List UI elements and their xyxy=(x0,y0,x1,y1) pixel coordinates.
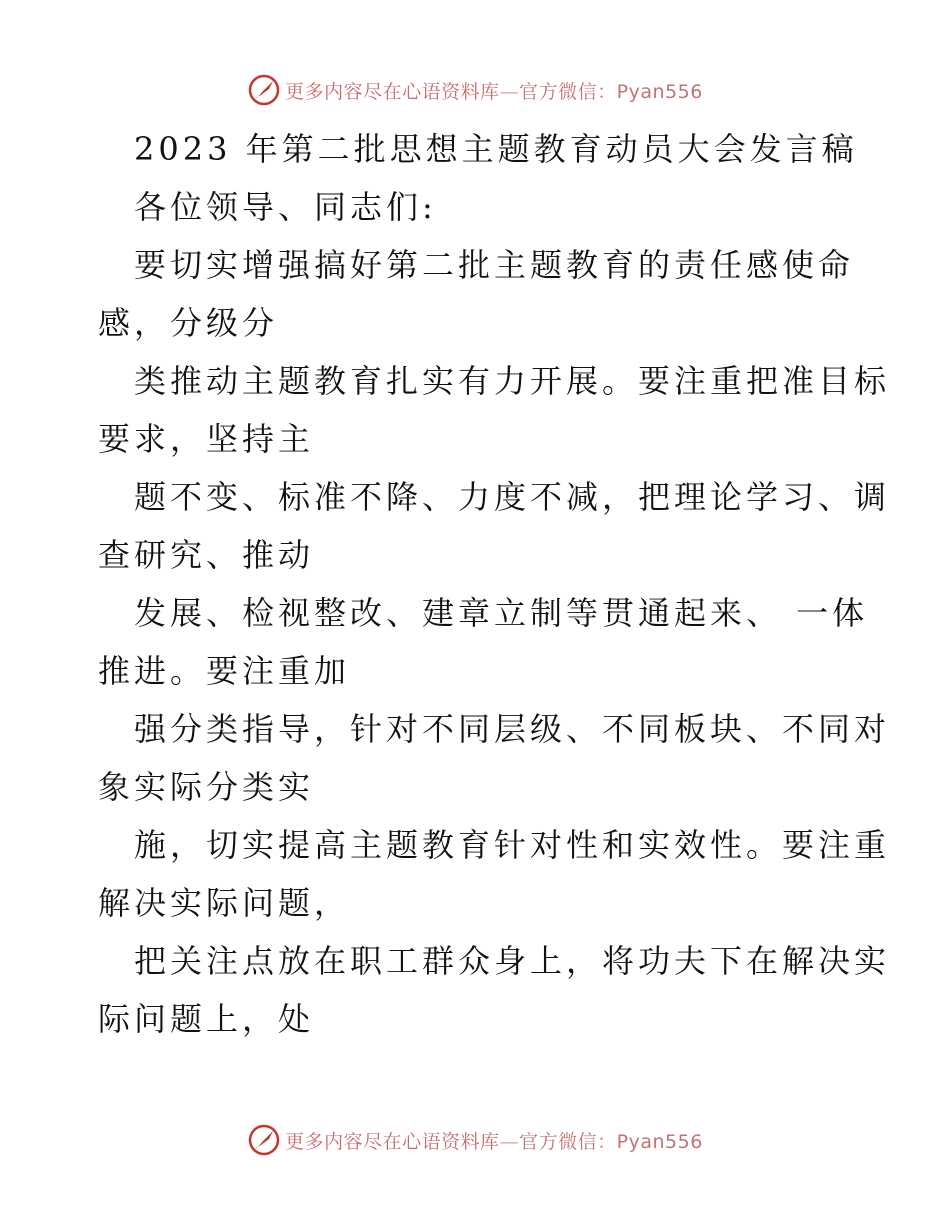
document-title: 2023 年第二批思想主题教育动员大会发言稿 xyxy=(134,130,858,168)
paragraph-line: 题不变、标准不降、力度不减，把理论学习、调 xyxy=(134,478,891,516)
paragraph-line: 施，切实提高主题教育针对性和实效性。要注重 xyxy=(134,826,891,864)
paragraph-line: 感，分级分 xyxy=(98,304,279,342)
paragraph-line: 类推动主题教育扎实有力开展。要注重把准目标 xyxy=(134,362,891,400)
paragraph-line: 查研究、推动 xyxy=(98,536,315,574)
paragraph-line: 强分类指导，针对不同层级、不同板块、不同对 xyxy=(134,710,891,748)
paragraph-line: 推进。要注重加 xyxy=(98,652,351,690)
quill-logo-icon xyxy=(247,73,281,107)
paragraph-line: 解决实际问题， xyxy=(98,884,351,922)
watermark-text: 更多内容尽在心语资料库—官方微信：Pyan556 xyxy=(285,80,703,103)
header-watermark-banner xyxy=(0,70,950,110)
paragraph-line: 要切实增强搞好第二批主题教育的责任感使命 xyxy=(134,246,855,284)
paragraph-line: 要求，坚持主 xyxy=(98,420,315,458)
paragraph-line: 际问题上，处 xyxy=(98,1000,315,1038)
watermark-text: 更多内容尽在心语资料库—官方微信：Pyan556 xyxy=(285,1130,703,1153)
footer-watermark-banner xyxy=(0,1120,950,1160)
paragraph-line: 把关注点放在职工群众身上，将功夫下在解决实 xyxy=(134,942,891,980)
paragraph-line: 象实际分类实 xyxy=(98,768,315,806)
paragraph-line: 发展、检视整改、建章立制等贯通起来、 一体 xyxy=(134,594,869,632)
quill-logo-icon xyxy=(247,1123,281,1157)
paragraph-line: 各位领导、同志们: xyxy=(134,188,437,226)
document-body xyxy=(98,120,891,1048)
